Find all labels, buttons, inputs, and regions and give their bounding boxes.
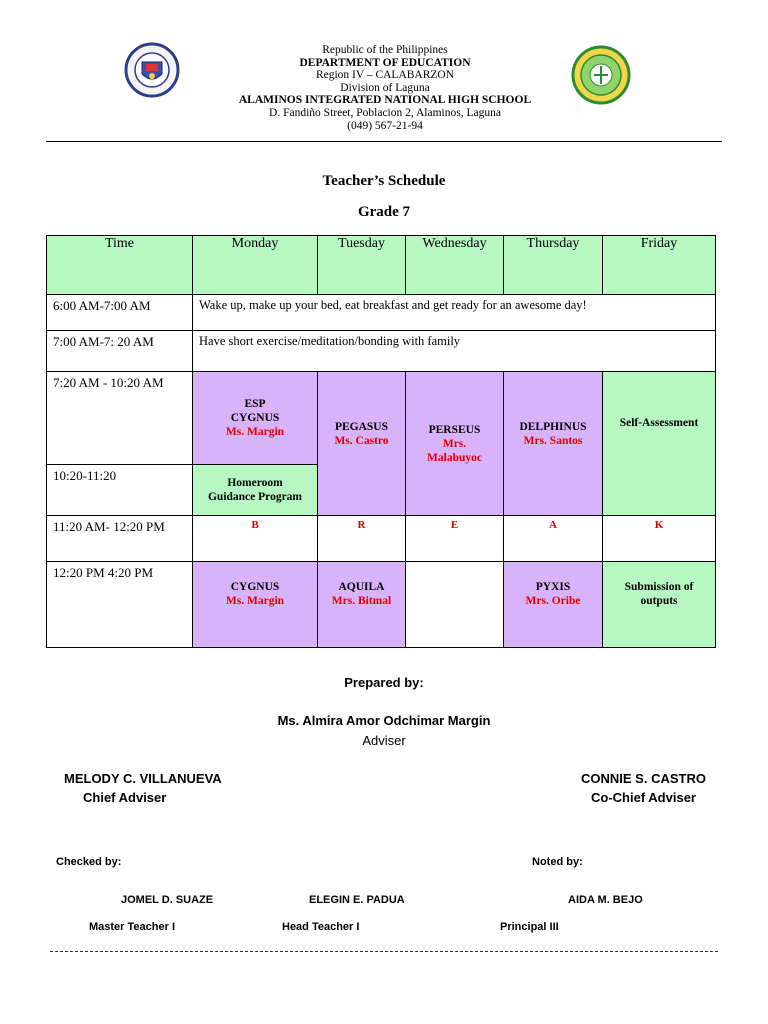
teacher-name: Mrs. Oribe xyxy=(525,594,581,607)
deped-seal-logo xyxy=(120,42,184,98)
teacher-name: Mrs. Bitmal xyxy=(331,594,392,607)
header-divider xyxy=(46,141,722,142)
co-chief-adviser-role: Co-Chief Adviser xyxy=(591,790,696,805)
program-name: Guidance Program xyxy=(207,491,303,503)
activity-text: Wake up, make up your bed, eat breakfast and get ready for an awesome day! xyxy=(193,295,716,331)
time-slot: 7:00 AM-7: 20 AM xyxy=(47,331,193,372)
break-letter: E xyxy=(406,516,504,562)
activity-text: Have short exercise/meditation/bonding with family xyxy=(193,331,716,372)
time-slot: 7:20 AM - 10:20 AM xyxy=(47,372,193,465)
section-name: CYGNUS xyxy=(230,580,280,593)
header-friday: Friday xyxy=(603,236,716,295)
break-letter: B xyxy=(193,516,318,562)
bottom-dashed-divider xyxy=(50,951,718,952)
adviser-name: Ms. Almira Amor Odchimar Margin xyxy=(277,713,491,728)
letterhead xyxy=(190,44,580,132)
adviser-role: Adviser xyxy=(362,733,406,748)
thursday-morning-cell xyxy=(504,372,603,516)
head-teacher-role: Head Teacher I xyxy=(282,921,360,933)
friday-afternoon-cell xyxy=(603,562,716,648)
table-row xyxy=(47,331,716,372)
section-name: PERSEUS xyxy=(428,423,481,436)
header-school-name: ALAMINOS INTEGRATED NATIONAL HIGH SCHOOL xyxy=(238,94,532,107)
master-teacher-name: JOMEL D. SUAZE xyxy=(121,894,214,906)
header-wednesday: Wednesday xyxy=(406,236,504,295)
schedule-table xyxy=(46,235,716,648)
wednesday-afternoon-empty-cell xyxy=(406,562,504,648)
chief-adviser-role: Chief Adviser xyxy=(83,790,167,805)
teacher-name: Malabuyoc xyxy=(427,451,482,464)
teacher-name: Ms. Margin xyxy=(225,426,285,438)
header-division: Division of Laguna xyxy=(340,81,430,94)
chief-adviser-name: MELODY C. VILLANUEVA xyxy=(64,771,222,786)
section-name: AQUILA xyxy=(338,580,385,593)
monday-esp-cell xyxy=(193,372,318,465)
section-name: CYGNUS xyxy=(230,412,280,424)
noted-by-label: Noted by: xyxy=(532,856,583,868)
activity-name: Self-Assessment xyxy=(619,416,699,429)
monday-homeroom-cell xyxy=(193,465,318,516)
time-slot: 12:20 PM 4:20 PM xyxy=(47,562,193,648)
time-slot: 10:20-11:20 xyxy=(47,465,193,516)
header-tuesday: Tuesday xyxy=(318,236,406,295)
section-name: PEGASUS xyxy=(334,420,389,433)
table-header-row xyxy=(47,236,716,295)
time-slot: 11:20 AM- 12:20 PM xyxy=(47,516,193,562)
page-title: Teacher’s Schedule xyxy=(322,173,446,189)
checked-by-label: Checked by: xyxy=(56,856,122,868)
header-region: Region IV – CALABARZON xyxy=(315,69,455,82)
header-department: DEPARTMENT OF EDUCATION xyxy=(299,56,471,69)
header-phone: (049) 567-21-94 xyxy=(347,119,423,132)
monday-afternoon-cell xyxy=(193,562,318,648)
table-row xyxy=(47,562,716,648)
principal-name: AIDA M. BEJO xyxy=(568,894,643,906)
teacher-name: Mrs. xyxy=(442,437,467,450)
program-name: Homeroom xyxy=(227,477,283,489)
activity-name: outputs xyxy=(640,594,678,607)
break-letter: R xyxy=(318,516,406,562)
head-teacher-name: ELEGIN E. PADUA xyxy=(309,894,405,906)
friday-morning-cell xyxy=(603,372,716,516)
table-row xyxy=(47,516,716,562)
section-name: PYXIS xyxy=(535,580,571,593)
teacher-name: Ms. Castro xyxy=(334,434,389,447)
activity-name: Submission of xyxy=(624,580,694,593)
table-row xyxy=(47,295,716,331)
header-monday: Monday xyxy=(193,236,318,295)
co-chief-adviser-name: CONNIE S. CASTRO xyxy=(581,771,706,786)
header-time: Time xyxy=(47,236,193,295)
header-thursday: Thursday xyxy=(504,236,603,295)
header-republic: Republic of the Philippines xyxy=(322,44,448,56)
tuesday-morning-cell xyxy=(318,372,406,516)
wednesday-morning-cell xyxy=(406,372,504,516)
break-letter: A xyxy=(504,516,603,562)
thursday-afternoon-cell xyxy=(504,562,603,648)
teacher-name: Ms. Margin xyxy=(225,594,285,607)
prepared-by-label: Prepared by: xyxy=(344,675,424,690)
table-row xyxy=(47,372,716,465)
principal-role: Principal III xyxy=(500,921,559,933)
break-letter: K xyxy=(603,516,716,562)
time-slot: 6:00 AM-7:00 AM xyxy=(47,295,193,331)
grade-subtitle: Grade 7 xyxy=(357,204,411,220)
teacher-name: Mrs. Santos xyxy=(523,434,583,447)
header-address: D. Fandiño Street, Poblacion 2, Alaminos, Laguna xyxy=(269,106,501,119)
tuesday-afternoon-cell xyxy=(318,562,406,648)
section-name: DELPHINUS xyxy=(519,420,587,433)
subject-name: ESP xyxy=(244,398,266,410)
master-teacher-role: Master Teacher I xyxy=(89,921,176,933)
